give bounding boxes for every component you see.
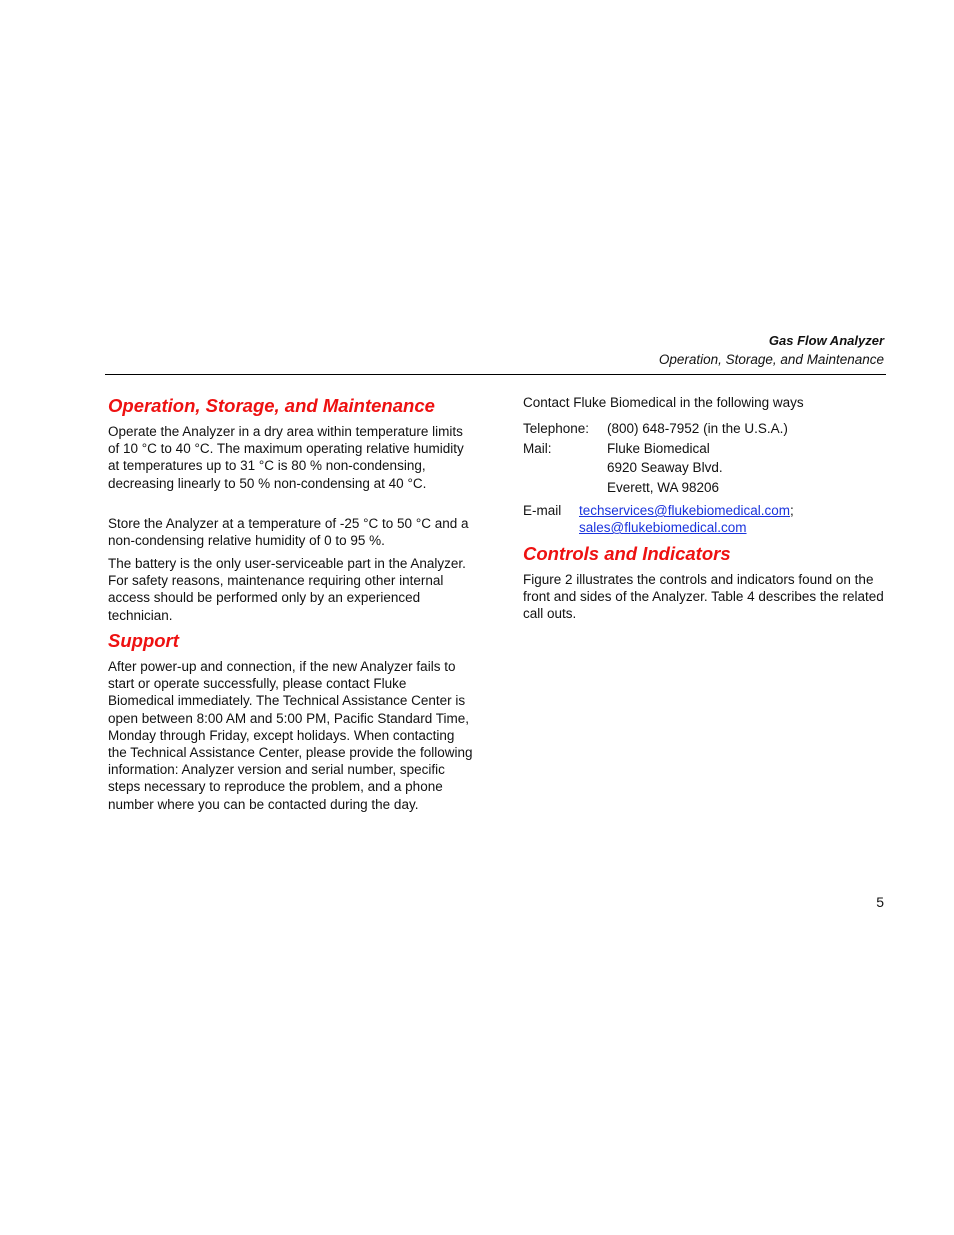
operation-paragraph-2: Store the Analyzer at a temperature of -25 °C to 50 °C and a non-condensing relative humidity of 0 to 95 %. xyxy=(108,516,469,549)
operation-paragraph-1: Operate the Analyzer in a dry area within temperature limits of 10 °C to 40 °C. The maximum operating relative humidity at temperatures up to 31 °C is 80 % non-condensing, decreasing linearly to 50 % non-condensing at 40 °C. xyxy=(108,424,464,491)
header-rule xyxy=(105,374,886,375)
email-label: E-mail xyxy=(523,503,562,518)
mail-line-1: Fluke Biomedical xyxy=(607,441,710,456)
support-paragraph: After power-up and connection, if the new Analyzer fails to start or operate successfully, please contact Fluke Biomedical immediately. The Technical Assistance Center is open between 8:00 AM and 5:00 PM, Pacific Standard Time, Monday through Friday, except holidays. When contacting the Technical Assistance Center, please provide the following information: Analyzer version and serial number, specific steps necessary to reproduce the problem, and a phone number where you can be contacted during the day. xyxy=(108,659,473,812)
running-header-title: Gas Flow Analyzer xyxy=(768,333,884,348)
mail-line-3: Everett, WA 98206 xyxy=(607,480,720,495)
contact-intro: Contact Fluke Biomedical in the following ways xyxy=(523,395,804,410)
controls-paragraph: Figure 2 illustrates the controls and indicators found on the front and sides of the Analyzer. Table 4 describes the related call outs. xyxy=(523,572,884,622)
telephone-value: (800) 648-7952 (in the U.S.A.) xyxy=(607,421,788,436)
heading-support: Support xyxy=(108,630,179,651)
page-number: 5 xyxy=(876,894,884,910)
operation-paragraph-3: The battery is the only user-serviceable part in the Analyzer. For safety reasons, maintenance requiring other internal access should be performed only by an experienced technician. xyxy=(108,556,466,623)
telephone-row xyxy=(523,420,888,437)
email-link-techservices[interactable]: techservices@flukebiomedical.com xyxy=(579,503,791,518)
heading-controls-indicators: Controls and Indicators xyxy=(523,543,731,564)
telephone-label: Telephone: xyxy=(523,421,590,436)
email-row-1 xyxy=(579,502,794,519)
mail-line-2: 6920 Seaway Blvd. xyxy=(607,460,723,475)
email-row-2 xyxy=(579,519,747,536)
running-header-subtitle: Operation, Storage, and Maintenance xyxy=(658,352,884,367)
email-separator: ; xyxy=(790,503,794,518)
mail-label: Mail: xyxy=(523,441,552,456)
email-link-sales[interactable]: sales@flukebiomedical.com xyxy=(579,520,747,535)
mail-row xyxy=(523,440,888,457)
heading-operation-storage-maintenance: Operation, Storage, and Maintenance xyxy=(108,395,435,416)
